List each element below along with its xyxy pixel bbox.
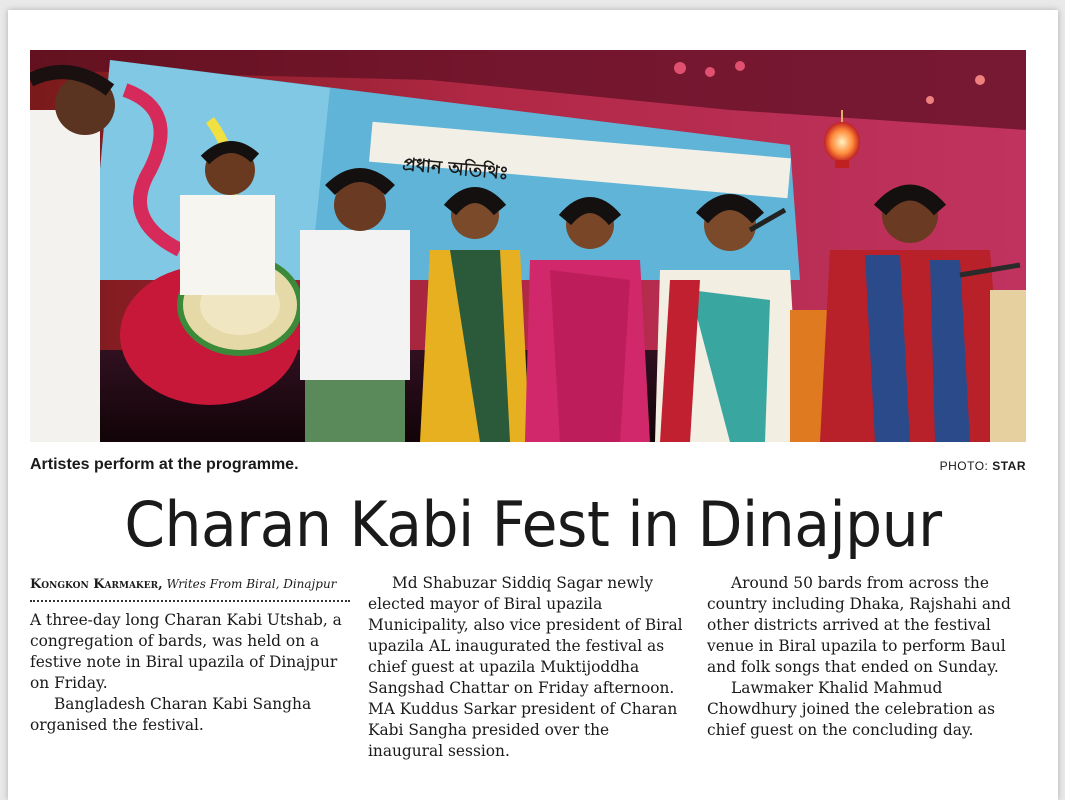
- article-headline: Charan Kabi Fest in Dinajpur: [124, 488, 942, 561]
- photo-credit: [940, 459, 1026, 473]
- photo-credit-source: STAR: [992, 459, 1026, 473]
- banner-text: প্রধান অতিথিঃ: [401, 154, 510, 185]
- byline: [30, 575, 350, 594]
- performance-photo: [30, 50, 1026, 442]
- article-paragraph: Around 50 bards from across the country including Dhaka, Rajshahi and other districts arrived at the festival venue in Biral upazila to perform Baul and folk songs that ended on Sunday.: [707, 574, 1011, 676]
- article-paragraph: Md Shabuzar Siddiq Sagar newly elected mayor of Biral upazila Municipality, also vice president of Biral upazila AL inaugurated the festival as chief guest at upazila Muktijoddha Sangshad Chattar on Friday afternoon. MA Kuddus Sarkar president of Charan Kabi Sangha presided over the inaugural session.: [368, 574, 683, 760]
- article-column-2: [368, 573, 688, 762]
- photo-caption: Artistes perform at the programme.: [30, 456, 299, 473]
- performance-photo-illustration: [30, 50, 1026, 442]
- photo-credit-prefix: PHOTO:: [939, 459, 989, 473]
- article-paragraph: A three-day long Charan Kabi Utshab, a congregation of bards, was held on a festive note in Biral upazila of Dinajpur on Friday.: [30, 611, 342, 692]
- byline-location: Writes From Biral, Dinajpur: [166, 577, 337, 591]
- byline-name: Kongkon Karmaker,: [30, 577, 163, 592]
- byline-divider: [30, 600, 350, 602]
- article-paragraph: Bangladesh Charan Kabi Sangha organised the festival.: [30, 695, 312, 734]
- article-column-3: [707, 573, 1027, 741]
- article-column-1: [30, 573, 350, 736]
- newspaper-clipping: [8, 10, 1058, 800]
- article-paragraph: Lawmaker Khalid Mahmud Chowdhury joined the celebration as chief guest on the concluding day.: [707, 679, 995, 739]
